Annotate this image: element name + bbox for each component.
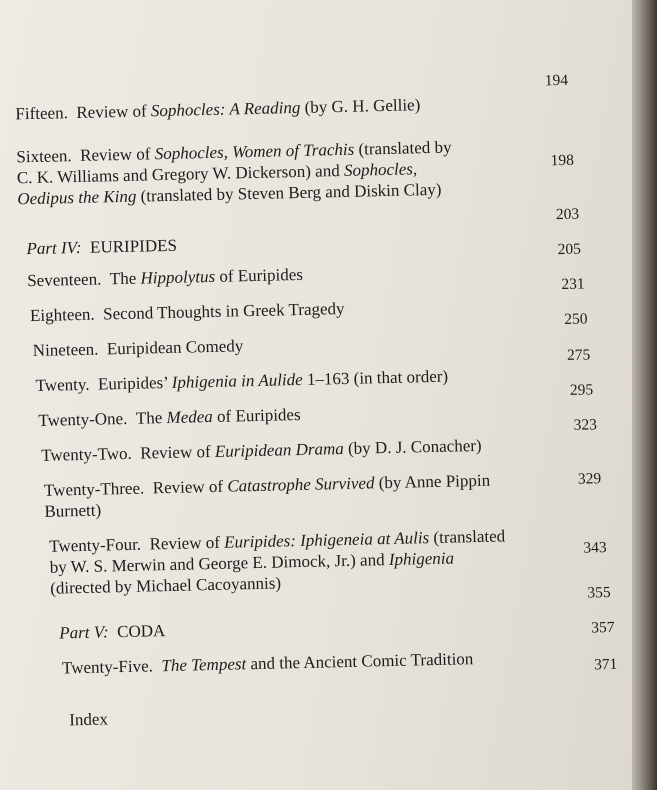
page-number: 203: [555, 205, 580, 224]
page-number: 231: [561, 275, 585, 294]
toc-entry-sixteen: Sixteen. Review of Sophocles, Women of Trachis (translated by C. K. Williams and Gregory W. Dickerson) and Sophocles, Oedipus the King (translated by Steven Berg and Diskin Clay): [16, 137, 452, 209]
toc-entry-twenty-four: Twenty-Four. Review of Euripides: Iphigeneia at Aulis (translated by W. S. Merwin and George E. Dimock, Jr.) and Iphigenia (directed by Michael Cacoyannis): [49, 526, 506, 598]
page-number: 329: [577, 470, 602, 488]
toc-entry-twenty-one: Twenty-One. The Medea of Euripides: [38, 404, 301, 430]
toc-entry-seventeen: Seventeen. The Hippolytus of Euripides: [27, 264, 304, 291]
part-v-heading: Part V: CODA: [59, 621, 166, 643]
page-number: 194: [544, 71, 569, 90]
page-number: 250: [564, 310, 588, 328]
page-number: 371: [593, 655, 618, 674]
page-number: 357: [591, 618, 615, 637]
page-number: 355: [587, 584, 611, 602]
page-number: 275: [566, 346, 591, 364]
toc-entry-fifteen: Fifteen. Review of Sophocles: A Reading (by G. H. Gellie): [15, 95, 421, 124]
page-number: 198: [550, 151, 575, 170]
toc-entry-eighteen: Eighteen. Second Thoughts in Greek Tragedy: [29, 298, 345, 326]
toc-entry-twenty-five: Twenty-Five. The Tempest and the Ancient Comic Tradition: [61, 649, 474, 678]
part-iv-heading: Part IV: EURIPIDES: [26, 235, 178, 259]
toc-entry-nineteen: Nineteen. Euripidean Comedy: [32, 336, 244, 361]
page-number: 295: [569, 381, 594, 399]
toc-entry-twenty-two: Twenty-Two. Review of Euripidean Drama (by D. J. Conacher): [40, 435, 482, 465]
page-number: 205: [557, 240, 582, 259]
toc-entry-index: Index: [68, 709, 109, 730]
toc-entry-twenty-three: Twenty-Three. Review of Catastrophe Survived (by Anne Pippin Burnett): [43, 470, 491, 521]
toc-entry-twenty: Twenty. Euripides’ Iphigenia in Aulide 1–163 (in that order): [35, 366, 449, 395]
page-edge-shadow: [632, 0, 657, 790]
page-number: 323: [573, 416, 598, 434]
page-number: 343: [583, 539, 607, 557]
